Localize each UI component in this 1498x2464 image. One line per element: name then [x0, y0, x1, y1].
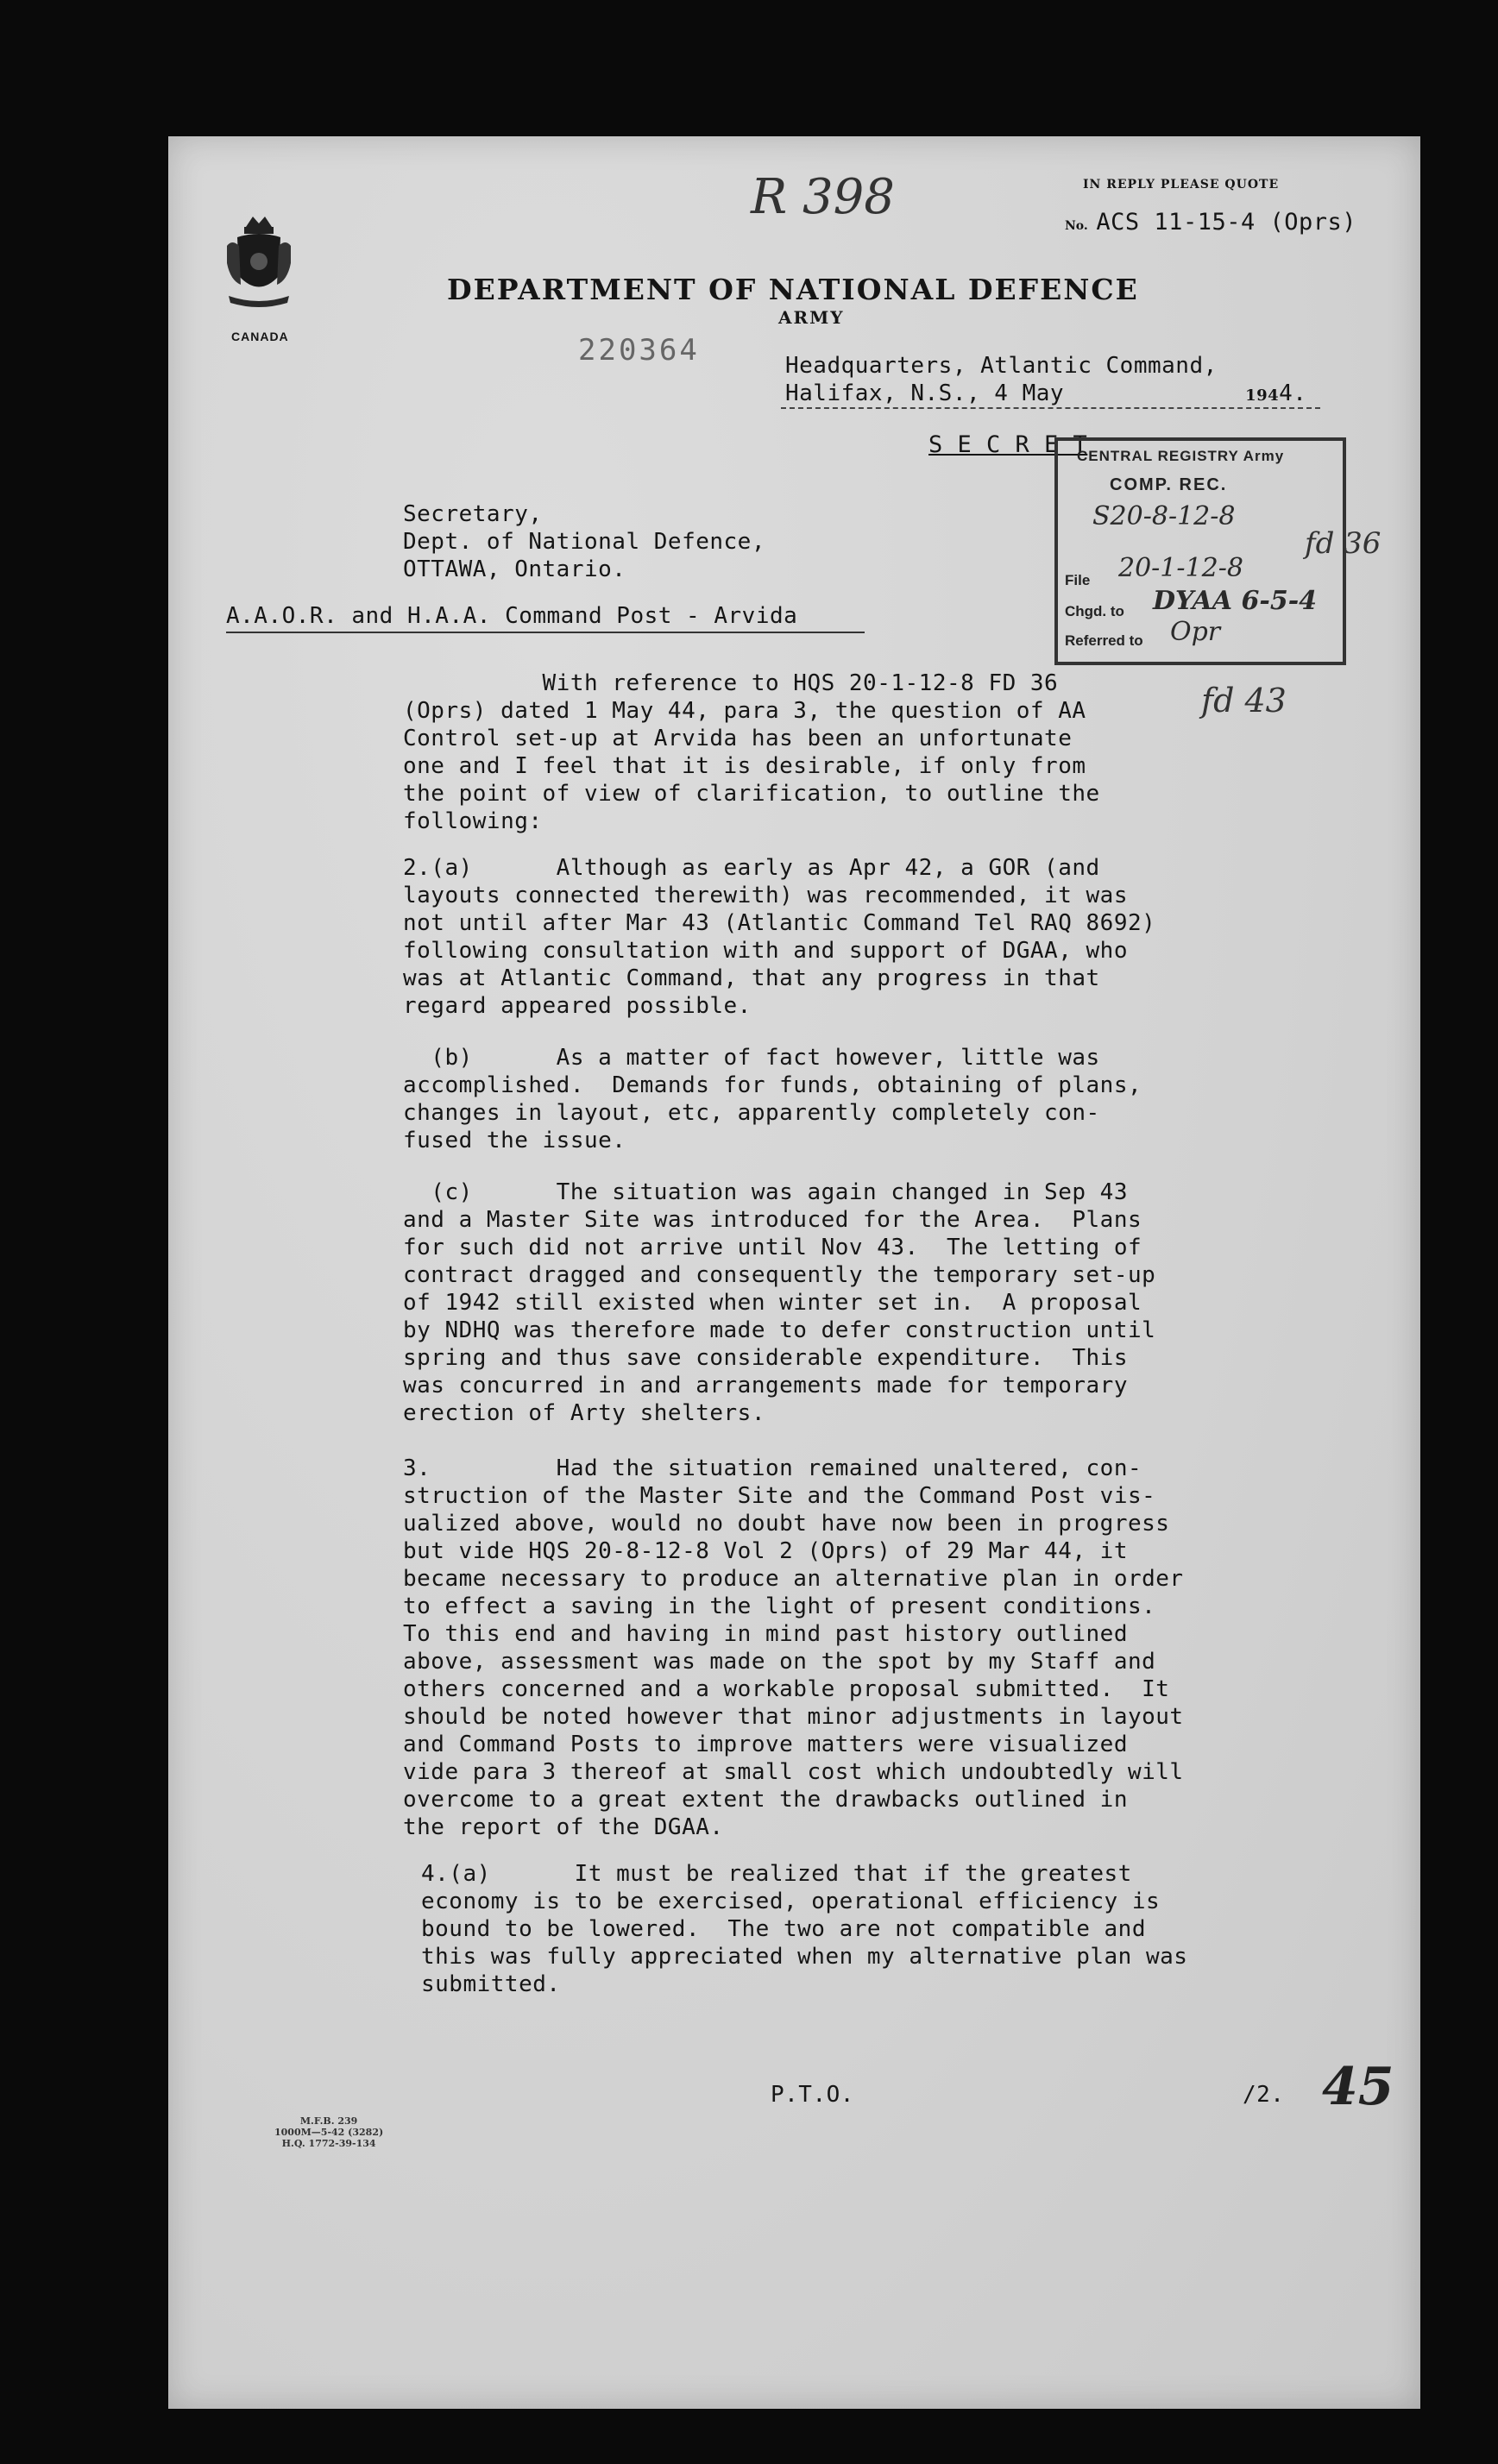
file-number-label: No. [1065, 219, 1088, 233]
central-registry-stamp [1054, 437, 1346, 665]
registry-number-stamp: 220364 [578, 333, 700, 368]
form-line-1: M.F.B. 239 [299, 2115, 358, 2127]
page-number: /2. [1243, 2082, 1285, 2108]
reply-quote-label: IN REPLY PLEASE QUOTE [1083, 178, 1280, 192]
handwritten-reference: R 398 [751, 169, 895, 225]
addressee-line-1: Secretary, [403, 501, 543, 527]
p4a-line: bound to be lowered. The two are not compatible and [421, 1916, 1146, 1942]
p3-line: the report of the DGAA. [403, 1814, 724, 1840]
pto-label: P.T.O. [771, 2082, 854, 2108]
hq-line-1: Headquarters, Atlantic Command, [785, 353, 1218, 379]
hq-address [785, 352, 1306, 410]
hq-place-date: Halifax, N.S., 4 May [785, 380, 1065, 406]
stamp-chgd-label: Chgd. to [1065, 603, 1124, 619]
stamp-sub: COMP. REC. [1110, 475, 1228, 494]
country-label: CANADA [231, 330, 289, 343]
p4a-line: economy is to be exercised, operational efficiency is [421, 1889, 1161, 1914]
p2a-line: 2.(a) Although as early as Apr 42, a GOR (and [403, 855, 1100, 881]
p3-line: and Command Posts to improve matters were visualized [403, 1732, 1128, 1757]
p1-line: With reference to HQS 20-1-12-8 FD 36 [403, 670, 1059, 696]
p2a-line: regard appeared possible. [403, 993, 752, 1019]
p2c-line: and a Master Site was introduced for the Area. Plans [403, 1207, 1142, 1233]
hq-line-2 [785, 380, 1306, 410]
p2a-line: layouts connected therewith) was recommended, it was [403, 883, 1128, 908]
branch-label: ARMY [778, 307, 845, 328]
p4a-line: 4.(a) It must be realized that if the greatest [421, 1861, 1132, 1887]
p2b-line: (b) As a matter of fact however, little was [403, 1045, 1100, 1071]
paragraph-3 [403, 1455, 1184, 1841]
classification-secret: S E C R E T [928, 431, 1088, 458]
paragraph-2a [403, 854, 1155, 1020]
p2c-line: of 1942 still existed when winter set in. A proposal [403, 1290, 1142, 1316]
p3-line: to effect a saving in the light of present conditions. [403, 1593, 1156, 1619]
stamp-hw-referred: Opr [1170, 617, 1221, 647]
form-line-2: 1000M—5-42 (3282) [274, 2127, 384, 2138]
p3-line: struction of the Master Site and the Command Post vis- [403, 1483, 1156, 1509]
handwritten-page-number: 45 [1322, 2057, 1394, 2117]
p3-line: 3. Had the situation remained unaltered, con- [403, 1455, 1142, 1481]
paragraph-2c [403, 1179, 1155, 1427]
p4a-line: submitted. [421, 1971, 561, 1997]
p2a-line: following consultation with and support of DGAA, who [403, 938, 1128, 964]
p2b-line: changes in layout, etc, apparently completely con- [403, 1100, 1100, 1126]
p1-line: (Oprs) dated 1 May 44, para 3, the question of AA [403, 698, 1086, 724]
p3-line: To this end and having in mind past history outlined [403, 1621, 1128, 1647]
p1-line: the point of view of clarification, to outline the [403, 781, 1100, 807]
p2b-line: fused the issue. [403, 1128, 626, 1153]
p2c-line: (c) The situation was again changed in Sep 43 [403, 1179, 1128, 1205]
addressee-line-3: OTTAWA, Ontario. [403, 556, 626, 582]
addressee-block [403, 500, 765, 583]
stamp-hw-chgd: DYAA 6-5-4 [1153, 586, 1318, 616]
p2c-line: was concurred in and arrangements made for temporary [403, 1373, 1128, 1399]
stamp-referred-label: Referred to [1065, 632, 1143, 649]
p3-line: became necessary to produce an alternative plan in order [403, 1566, 1184, 1592]
paragraph-1 [403, 669, 1100, 835]
canada-coat-of-arms-icon [220, 211, 298, 315]
p2c-line: contract dragged and consequently the temporary set-up [403, 1262, 1156, 1288]
p2c-line: for such did not arrive until Nov 43. The letting of [403, 1235, 1142, 1260]
p3-line: vide para 3 thereof at small cost which undoubtedly will [403, 1759, 1184, 1785]
p2c-line: by NDHQ was therefore made to defer construction until [403, 1317, 1156, 1343]
p1-line: following: [403, 808, 543, 834]
addressee-line-2: Dept. of National Defence, [403, 529, 765, 555]
handwritten-fd36: fd 36 [1305, 526, 1382, 561]
form-line-3: H.Q. 1772-39-134 [281, 2138, 376, 2149]
p1-line: Control set-up at Arvida has been an unfortunate [403, 726, 1073, 751]
p3-line: should be noted however that minor adjustments in layout [403, 1704, 1184, 1730]
p2a-line: was at Atlantic Command, that any progress in that [403, 965, 1100, 991]
paragraph-4a [421, 1860, 1187, 1998]
p2c-line: spring and thus save considerable expenditure. This [403, 1345, 1128, 1371]
date-underline [781, 407, 1320, 409]
stamp-hw-file: 20-1-12-8 [1118, 553, 1243, 583]
p3-line: others concerned and a workable proposal submitted. It [403, 1676, 1170, 1702]
year-suffix: 4. [1279, 380, 1307, 406]
year-prefix: 194 [1245, 387, 1280, 405]
stamp-file-label: File [1065, 572, 1091, 588]
p1-line: one and I feel that it is desirable, if only from [403, 753, 1086, 779]
p3-line: but vide HQS 20-8-12-8 Vol 2 (Oprs) of 29 Mar 44, it [403, 1538, 1128, 1564]
p3-line: above, assessment was made on the spot by my Staff and [403, 1649, 1156, 1675]
stamp-title: CENTRAL REGISTRY Army [1077, 448, 1285, 464]
paragraph-2b [403, 1044, 1142, 1154]
p3-line: ualized above, would no doubt have now been in progress [403, 1511, 1170, 1537]
p4a-line: this was fully appreciated when my alternative plan was [421, 1944, 1188, 1970]
handwritten-fd43: fd 43 [1201, 682, 1287, 720]
p2b-line: accomplished. Demands for funds, obtaining of plans, [403, 1072, 1142, 1098]
file-number-value: ACS 11-15-4 (Oprs) [1096, 209, 1357, 236]
stamp-hw-file-top: S20-8-12-8 [1092, 501, 1236, 531]
p3-line: overcome to a great extent the drawbacks outlined in [403, 1787, 1128, 1813]
p2c-line: erection of Arty shelters. [403, 1400, 765, 1426]
subject-underline [226, 632, 865, 633]
p2a-line: not until after Mar 43 (Atlantic Command Tel RAQ 8692) [403, 910, 1156, 936]
form-number-block [274, 2115, 383, 2149]
subject-line: A.A.O.R. and H.A.A. Command Post - Arvida [226, 603, 798, 629]
file-number [1065, 209, 1356, 236]
department-heading: DEPARTMENT OF NATIONAL DEFENCE [447, 273, 1139, 306]
